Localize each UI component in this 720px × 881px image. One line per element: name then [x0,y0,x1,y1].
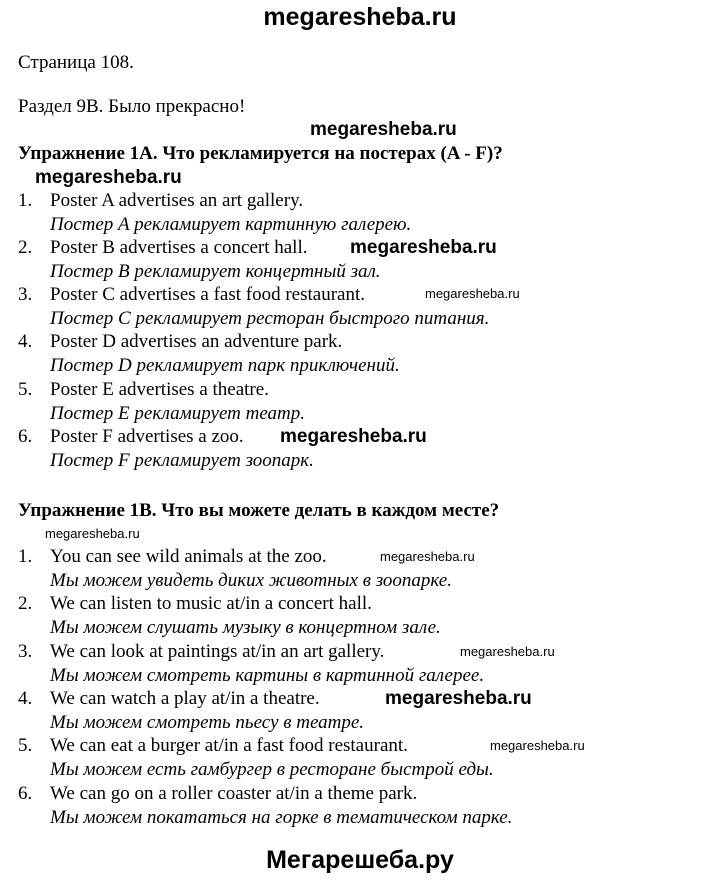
item-english: Poster E advertises a theatre. [50,379,269,400]
item-english: We can eat a burger at/in a fast food restaurant. [50,735,408,756]
watermark: megaresheba.ru [490,738,585,753]
watermark: megaresheba.ru [45,526,140,541]
item-number: 1. [18,546,33,567]
item-english: You can see wild animals at the zoo. [50,546,327,567]
item-number: 6. [18,783,33,804]
watermark: megaresheba.ru [350,237,497,258]
item-english: Poster D advertises an adventure park. [50,331,343,352]
item-number: 2. [18,237,33,258]
site-header: megaresheba.ru [263,3,457,31]
watermark: megaresheba.ru [425,286,520,301]
watermark: megaresheba.ru [280,426,427,447]
item-english: Poster C advertises a fast food restaurant. [50,284,365,305]
item-number: 4. [18,331,33,352]
watermark: megaresheba.ru [310,119,457,140]
item-russian: Постер A рекламирует картинную галерею. [50,214,412,235]
item-number: 4. [18,688,33,709]
item-russian: Мы можем смотреть пьесу в театре. [50,712,365,733]
item-russian: Мы можем слушать музыку в концертном зале. [50,617,441,638]
item-english: Poster F advertises a zoo. [50,426,244,447]
item-english: Poster B advertises a concert hall. [50,237,308,258]
item-number: 5. [18,379,33,400]
item-russian: Постер D рекламирует парк приключений. [50,355,400,376]
item-russian: Постер C рекламирует ресторан быстрого питания. [50,308,490,329]
item-russian: Постер B рекламирует концертный зал. [50,261,381,282]
watermark: megaresheba.ru [460,644,555,659]
item-russian: Мы можем смотреть картины в картинной галерее. [50,665,485,686]
item-russian: Постер E рекламирует театр. [50,403,305,424]
item-russian: Постер F рекламирует зоопарк. [50,450,314,471]
item-english: Poster A advertises an art gallery. [50,190,304,211]
item-number: 3. [18,284,33,305]
item-russian: Мы можем увидеть диких животных в зоопарке. [50,570,452,591]
item-number: 1. [18,190,33,211]
item-number: 2. [18,593,33,614]
item-number: 3. [18,641,33,662]
item-english: We can go on a roller coaster at/in a theme park. [50,783,418,804]
item-russian: Мы можем покататься на горке в тематическом парке. [50,807,513,828]
watermark: megaresheba.ru [35,167,182,188]
exercise-b-heading: Упражнение 1B. Что вы можете делать в каждом месте? [18,500,500,521]
site-footer: Мегарешеба.ру [266,846,454,874]
item-number: 6. [18,426,33,447]
item-number: 5. [18,735,33,756]
watermark: megaresheba.ru [380,549,475,564]
item-english: We can watch a play at/in a theatre. [50,688,320,709]
item-english: We can listen to music at/in a concert hall. [50,593,372,614]
watermark: megaresheba.ru [385,688,532,709]
item-english: We can look at paintings at/in an art gallery. [50,641,385,662]
section-label: Раздел 9B. Было прекрасно! [18,96,246,117]
page-label: Страница 108. [18,52,134,73]
exercise-a-heading: Упражнение 1A. Что рекламируется на постерах (A - F)? [18,143,503,164]
item-russian: Мы можем есть гамбургер в ресторане быстрой еды. [50,759,494,780]
